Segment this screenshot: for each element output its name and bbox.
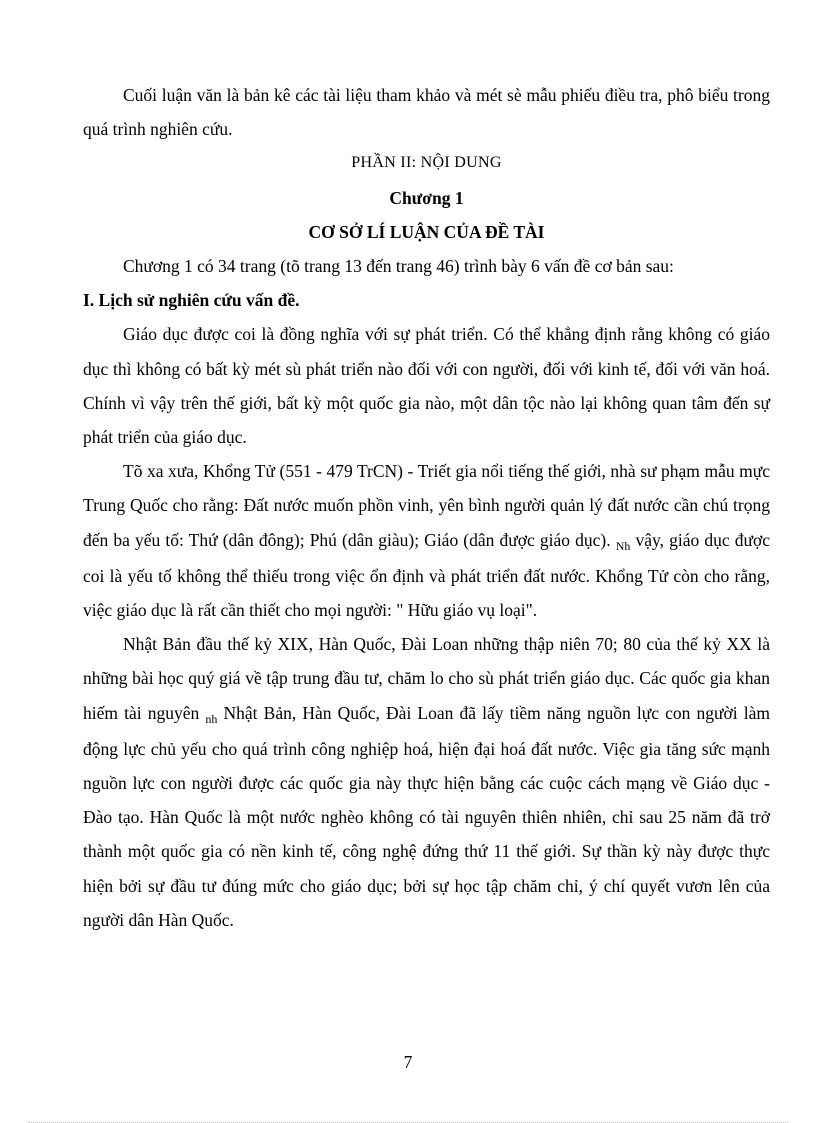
paragraph-2-start: Tõ xa xưa, Khổng Tử (551 - 479 TrCN) - Triết gia nổi tiếng thế giới, nhà sư phạm mẫu mực Trung Quốc cho rằng: Đất nước muốn phồn vinh, yên bình người quản lý đất nước cần chú trọng đến ba yếu tố: Thứ (dân đông); Phú (dân giàu); Giáo (dân được giáo dục). (83, 461, 770, 550)
paragraph-3-fragment: nh (205, 711, 218, 726)
paragraph-3 (83, 627, 770, 937)
page-number: 7 (403, 1052, 413, 1072)
chapter-summary: Chương 1 có 34 trang (tõ trang 13 đến trang 46) trình bày 6 vấn đề cơ bản sau: (123, 256, 674, 277)
intro-paragraph: Cuối luận văn là bản kê các tài liệu tham khảo và mét sè mẫu phiếu điều tra, phô biểu trong quá trình nghiên cứu. (83, 85, 770, 140)
paragraph-2-fragment: Nh (615, 538, 631, 553)
chapter-subtitle: CƠ SỞ LÍ LUẬN CỦA ĐỀ TÀI (308, 221, 545, 242)
part-title: PHẦN II: NỘI DUNG (351, 154, 502, 172)
section-heading: I. Lịch sử nghiên cứu vấn đề. (83, 290, 300, 311)
paragraph-1: Giáo dục được coi là đồng nghĩa với sự phát triển. Có thể khẳng định rằng không có giáo dục thì không có bất kỳ mét sù phát triển nào đối với con người, đối với kinh tế, đối với văn hoá. Chính vì vậy trên thế giới, bất kỳ một quốc gia nào, một dân tộc nào lại không quan tâm đến sự phát triển của giáo dục. (83, 324, 770, 448)
paragraph-3-end: Nhật Bản, Hàn Quốc, Đài Loan đã lấy tiềm năng nguồn lực con người làm động lực chủ yếu cho quá trình công nghiệp hoá, hiện đại hoá đất nước. Việc gia tăng sức mạnh nguồn lực con người được các quốc gia này thực hiện bằng các cuộc cách mạng về Giáo dục - Đào tạo. Hàn Quốc là một nước nghèo không có tài nguyên thiên nhiên, chỉ sau 25 năm đã trở thành một quốc gia có nền kinh tế, công nghệ đứng thứ 11 thế giới. Sự thần kỳ này được thực hiện bởi sự đầu tư đúng mức cho giáo dục; bởi sự học tập chăm chỉ, ý chí quyết vươn lên của người dân Hàn Quốc. (83, 702, 770, 930)
chapter-title: Chương 1 (389, 187, 464, 208)
document-body (83, 78, 770, 937)
paragraph-3-start: Nhật Bản đầu thế kỷ XIX, Hàn Quốc, Đài Loan những thập niên 70; 80 của thế kỷ XX là những bài học quý giá về tập trung đầu tư, chăm lo cho sù phát triển giáo dục. Các quốc gia khan hiếm tài nguyên (83, 634, 770, 723)
paragraph-2 (83, 454, 770, 627)
paragraph-2-end: vậy, giáo dục được coi là yếu tố không thể thiếu trong việc ổn định và phát triển đất nước. Khổng Tử còn cho rằng, việc giáo dục là rất cần thiết cho mọi người: " Hữu giáo vụ loại". (83, 529, 771, 621)
